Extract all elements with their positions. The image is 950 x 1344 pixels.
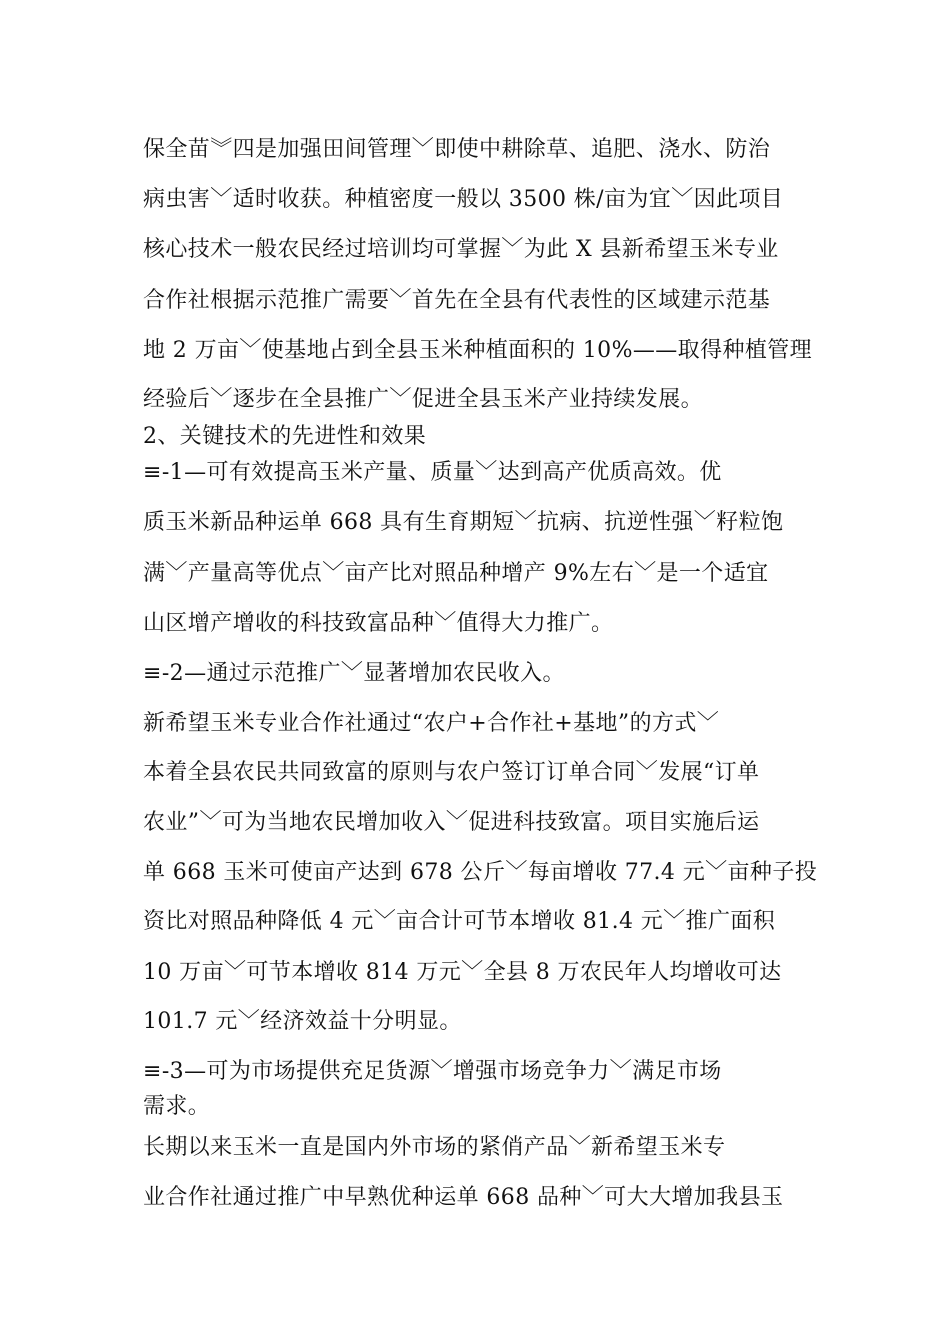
paragraph-line: 合作社根据示范推广需要﹀首先在全县有代表性的区域建示范基 bbox=[143, 288, 771, 313]
paragraph-line: 农业”﹀可为当地农民增加收入﹀促进科技致富。项目实施后运 bbox=[143, 810, 760, 835]
paragraph-line: 满﹀产量高等优点﹀亩产比对照品种增产 9%左右﹀是一个适宜 bbox=[143, 561, 769, 586]
paragraph-line: 10 万亩﹀可节本增收 814 万元﹀全县 8 万农民年人均增收可达 bbox=[143, 960, 782, 985]
paragraph-line: 业合作社通过推广中早熟优种运单 668 品种﹀可大大增加我县玉 bbox=[143, 1185, 784, 1210]
paragraph-line: 质玉米新品种运单 668 具有生育期短﹀抗病、抗逆性强﹀籽粒饱 bbox=[143, 510, 784, 535]
paragraph-line: 101.7 元﹀经济效益十分明显。 bbox=[143, 1009, 462, 1034]
paragraph-line: ≡-1—可有效提高玉米产量、质量﹀达到高产优质高效。优 bbox=[143, 460, 722, 485]
section-heading: 2、关键技术的先进性和效果 bbox=[143, 424, 427, 449]
paragraph-line: ≡-3—可为市场提供充足货源﹀增强市场竞争力﹀满足市场 bbox=[143, 1059, 722, 1084]
paragraph-line: 核心技术一般农民经过培训均可掌握﹀为此 X 县新希望玉米专业 bbox=[143, 237, 779, 262]
paragraph-line: 长期以来玉米一直是国内外市场的紧俏产品﹀新希望玉米专 bbox=[143, 1135, 726, 1160]
paragraph-line: 单 668 玉米可使亩产达到 678 公斤﹀每亩增收 77.4 元﹀亩种子投 bbox=[143, 860, 818, 885]
paragraph-line: 资比对照品种降低 4 元﹀亩合计可节本增收 81.4 元﹀推广面积 bbox=[143, 909, 776, 934]
paragraph-line: 本着全县农民共同致富的原则与农户签订订单合同﹀发展“订单 bbox=[143, 760, 760, 785]
paragraph-line: 新希望玉米专业合作社通过“农户+合作社+基地”的方式﹀ bbox=[143, 711, 720, 736]
paragraph-line: 山区增产增收的科技致富品种﹀值得大力推广。 bbox=[143, 611, 614, 636]
paragraph-line: ≡-2—通过示范推广﹀显著增加农民收入。 bbox=[143, 661, 565, 686]
paragraph-line: 地 2 万亩﹀使基地占到全县玉米种植面积的 10%——取得种植管理 bbox=[143, 338, 813, 363]
paragraph-line: 病虫害﹀适时收获。种植密度一般以 3500 株/亩为宜﹀因此项目 bbox=[143, 187, 784, 212]
paragraph-line: 经验后﹀逐步在全县推广﹀促进全县玉米产业持续发展。 bbox=[143, 387, 704, 412]
paragraph-line: 需求。 bbox=[143, 1094, 211, 1119]
paragraph-line: 保全苗︾四是加强田间管理﹀即使中耕除草、追肥、浇水、防治 bbox=[143, 137, 771, 162]
